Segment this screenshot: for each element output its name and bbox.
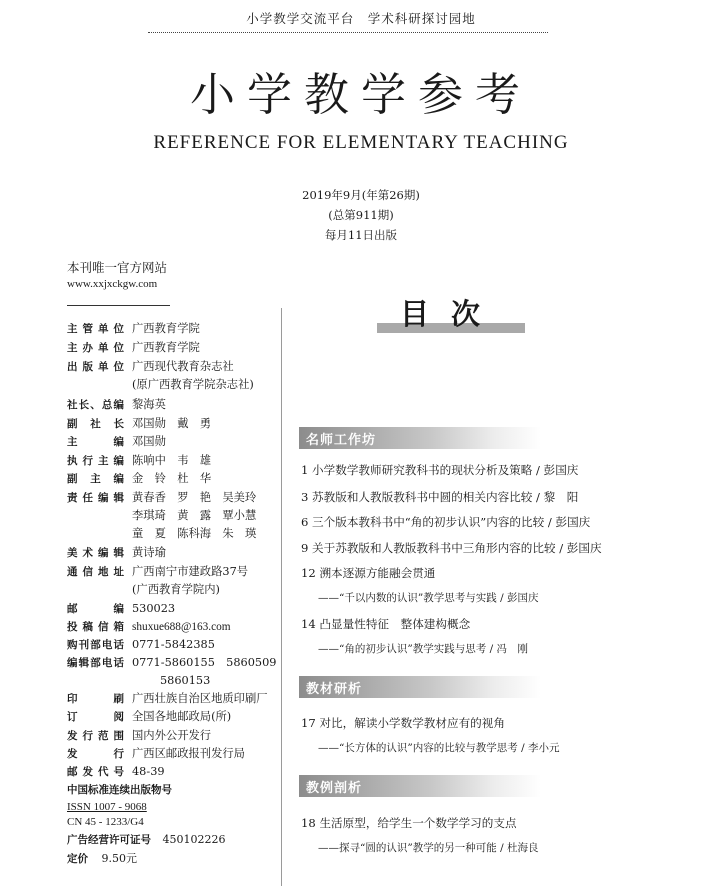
toc-entry[interactable]: 6 三个版本教科书中“角的初步认识”内容的比较 / 彭国庆 (301, 515, 591, 529)
masthead-label: 编辑部电话 (67, 657, 124, 669)
toc-heading (377, 292, 525, 336)
cn-number: CN 45 - 1233/G4 (67, 816, 144, 828)
ad-license-label: 广告经营许可证号 (67, 834, 151, 846)
toc-entry-subtitle: ——“长方体的认识”内容的比较与教学思考 / 李小元 (318, 742, 560, 754)
masthead-value: 邓国勋 戴 勇 (132, 417, 212, 430)
masthead-label: 责任编辑 (67, 492, 124, 504)
toc-entry[interactable]: 3 苏教版和人教版教科书中圆的相关内容比较 / 黎 阳 (301, 490, 579, 504)
masthead-label: 邮编 (67, 603, 124, 615)
masthead-label: 购刊部电话 (67, 639, 124, 651)
toc-entry[interactable]: 14 凸显量性特征 整体建构概念 (301, 617, 471, 631)
masthead-value: 广西教育学院 (132, 341, 200, 354)
price-value: 9.50元 (101, 852, 137, 865)
masthead-value-extra: 李琪琦 黄 露 覃小慧 (132, 509, 257, 522)
issn: ISSN 1007 - 9068 (67, 801, 147, 813)
official-site-label: 本刊唯一官方网站 (67, 260, 168, 275)
section-name: 名师工作坊 (306, 433, 377, 448)
section-header (299, 775, 541, 797)
masthead-label: 印刷 (67, 693, 124, 705)
section-name: 教材研析 (306, 682, 363, 697)
masthead-label: 投稿信箱 (67, 621, 124, 633)
masthead-label: 通信地址 (67, 566, 124, 578)
masthead-value: 广西区邮政报刊发行局 (132, 747, 245, 760)
toc-entry[interactable]: 1 小学数学教师研究教科书的现状分析及策略 / 彭国庆 (301, 463, 579, 477)
masthead-label: 副社长 (67, 418, 124, 430)
journal-title: 小学教学参考 (189, 68, 532, 121)
toc-entry[interactable]: 17 对比，解读小学数学教材应有的视角 (301, 716, 505, 730)
price-label: 定价 (67, 853, 88, 865)
masthead-label: 发行 (67, 748, 124, 760)
column-divider (281, 308, 282, 886)
section-header (299, 676, 541, 698)
toc-entry-subtitle: ——探寻“圆的认识”教学的另一种可能 / 杜海良 (318, 842, 539, 854)
masthead-value: 黎海英 (132, 398, 166, 411)
masthead-label: 邮发代号 (67, 766, 124, 778)
toc-entry[interactable]: 18 生活原型，给学生一个数学学习的支点 (301, 816, 517, 830)
masthead-value: 黄春香 罗 艳 吴美玲 (132, 491, 257, 504)
masthead-value: 广西教育学院 (132, 322, 200, 335)
section-name: 教例剖析 (306, 781, 363, 796)
toc-entry-subtitle: ——“千以内数的认识”教学思考与实践 / 彭国庆 (318, 592, 539, 604)
masthead-label: 主编 (67, 436, 124, 448)
official-site-url[interactable]: www.xxjxckgw.com (67, 278, 158, 290)
masthead-value-extra: (广西教育学院内) (132, 583, 220, 596)
price-row (67, 851, 137, 867)
standard-number-label: 中国标准连续出版物号 (67, 784, 172, 796)
toc-entry[interactable]: 9 关于苏教版和人教版教科书中三角形内容的比较 / 彭国庆 (301, 541, 602, 555)
masthead-value: 陈响中 韦 雄 (132, 454, 212, 467)
masthead-value: 广西壮族自治区地质印刷厂 (132, 692, 268, 705)
masthead-label: 社长、总编 (67, 399, 124, 411)
masthead-value: 国内外公开发行 (132, 729, 212, 742)
toc-entry[interactable]: 12 溯本逐源方能融会贯通 (301, 566, 436, 580)
site-divider (67, 305, 170, 306)
dotted-divider (148, 32, 548, 33)
masthead-value-extra: 5860153 (160, 674, 211, 687)
masthead-value: 48-39 (132, 765, 165, 778)
masthead-label: 发行范围 (67, 730, 124, 742)
toc-entry-subtitle: ——“角的初步认识”教学实践与思考 / 冯 刚 (318, 643, 528, 655)
masthead-label: 订阅 (67, 711, 124, 723)
masthead-value: 0771-5860155 5860509 (132, 656, 277, 669)
masthead-value: 黄诗瑜 (132, 546, 166, 559)
toc-heading-text: 目次 (399, 297, 502, 331)
submission-email[interactable]: shuxue688@163.com (132, 621, 231, 633)
masthead-value: 金 铃 杜 华 (132, 472, 212, 485)
masthead-value: 广西南宁市建政路37号 (132, 565, 249, 578)
masthead-label: 副主编 (67, 473, 124, 485)
ad-license-row (67, 832, 226, 848)
masthead-label: 执行主编 (67, 455, 124, 467)
masthead-label: 出版单位 (67, 361, 124, 373)
masthead-label: 主办单位 (67, 342, 124, 354)
masthead-value: 邓国勋 (132, 435, 166, 448)
masthead-value: 广西现代教育杂志社 (132, 360, 234, 373)
masthead-value: 530023 (132, 602, 176, 615)
issue-total: (总第911期) (328, 208, 394, 222)
masthead-value-extra: 童 夏 陈科海 朱 瑛 (132, 527, 257, 540)
masthead-value-extra: (原广西教育学院杂志社) (132, 378, 254, 391)
tagline: 小学教学交流平台 学术科研探讨园地 (246, 11, 476, 26)
journal-subtitle: REFERENCE FOR ELEMENTARY TEACHING (153, 132, 569, 153)
issue-date: 2019年9月(年第26期) (302, 188, 420, 202)
ad-license-value: 450102226 (162, 833, 226, 846)
masthead-label: 美术编辑 (67, 547, 124, 559)
section-header (299, 427, 541, 449)
masthead-value: 0771-5842385 (132, 638, 215, 651)
masthead-label: 主管单位 (67, 323, 124, 335)
masthead-value: 全国各地邮政局(所) (132, 710, 232, 723)
issue-schedule: 每月11日出版 (324, 228, 398, 242)
